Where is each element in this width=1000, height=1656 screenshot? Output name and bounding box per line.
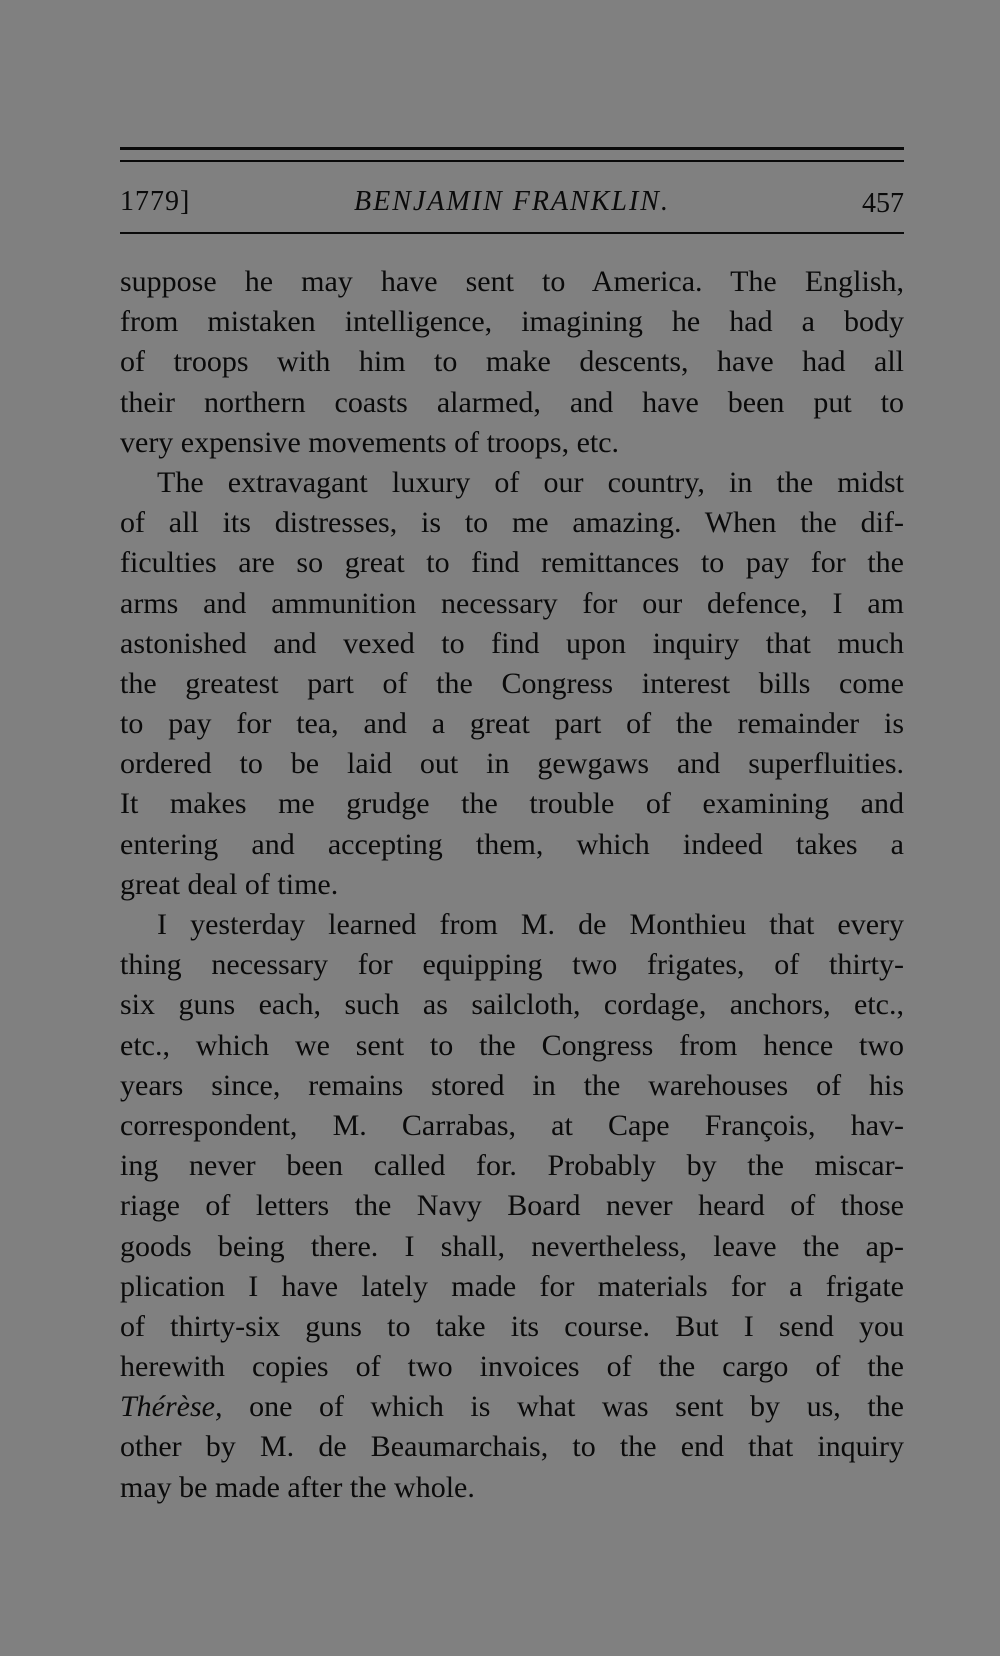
text-line-ship: [120, 1387, 904, 1427]
header-rule-under: [120, 232, 904, 234]
header-title: BENJAMIN FRANKLIN.: [354, 186, 670, 217]
text-line: their northern coasts alarmed, and have been put to: [120, 385, 904, 419]
text-line: years since, remains stored in the warehouses of his: [120, 1068, 904, 1102]
text-line: correspondent, M. Carrabas, at Cape François, hav-: [120, 1108, 904, 1142]
text-line: herewith copies of two invoices of the cargo of the: [120, 1350, 904, 1384]
text-line: arms and ammunition necessary for our defence, I am: [120, 586, 904, 620]
text-line: ficulties are so great to find remittances to pay for the: [120, 546, 904, 580]
header-rule-second: [120, 160, 904, 162]
text-line: of all its distresses, is to me amazing. When the dif-: [120, 506, 904, 540]
text-line: ing never been called for. Probably by the miscar-: [120, 1149, 904, 1183]
ship-name: Thérèse,: [120, 1390, 223, 1424]
ship-line-rest: one of which is what was sent by us, the: [249, 1390, 904, 1424]
body-text: [120, 262, 904, 1508]
text-line: other by M. de Beaumarchais, to the end that inquiry: [120, 1430, 904, 1464]
text-line: astonished and vexed to find upon inquiry that much: [120, 626, 904, 660]
text-line: six guns each, such as sailcloth, cordage, anchors, etc.,: [120, 988, 904, 1022]
text-line: suppose he may have sent to America. The English,: [120, 265, 904, 298]
header-year: 1779]: [120, 186, 191, 217]
text-line: thing necessary for equipping two frigates, of thirty-: [120, 948, 904, 982]
paragraph-start-line: The extravagant luxury of our country, in the midst: [157, 465, 904, 499]
text-line: the greatest part of the Congress interest bills come: [120, 666, 904, 700]
text-line: It makes me grudge the trouble of examining and: [120, 787, 904, 821]
text-line: goods being there. I shall, nevertheless, leave the ap-: [120, 1229, 904, 1263]
text-line: entering and accepting them, which indeed takes a: [120, 827, 904, 861]
paragraph-start-line: I yesterday learned from M. de Monthieu that every: [157, 908, 904, 941]
running-head: [120, 184, 904, 220]
text-line: of thirty-six guns to take its course. But I send you: [120, 1309, 904, 1343]
text-line: great deal of time.: [120, 867, 339, 901]
text-line: etc., which we sent to the Congress from hence two: [120, 1028, 904, 1062]
text-line: ordered to be laid out in gewgaws and superfluities.: [120, 747, 904, 781]
header-rule-top: [120, 147, 904, 150]
text-line: of troops with him to make descents, have had all: [120, 345, 904, 379]
page-number: 457: [862, 188, 904, 219]
book-page: [120, 0, 904, 1656]
text-line: may be made after the whole.: [120, 1470, 475, 1504]
text-line: plication I have lately made for materials for a frigate: [120, 1269, 904, 1303]
text-line: very expensive movements of troops, etc.: [120, 425, 620, 459]
text-line: from mistaken intelligence, imagining he had a body: [120, 305, 904, 339]
text-line: riage of letters the Navy Board never heard of those: [120, 1189, 904, 1223]
text-line: to pay for tea, and a great part of the remainder is: [120, 707, 904, 741]
